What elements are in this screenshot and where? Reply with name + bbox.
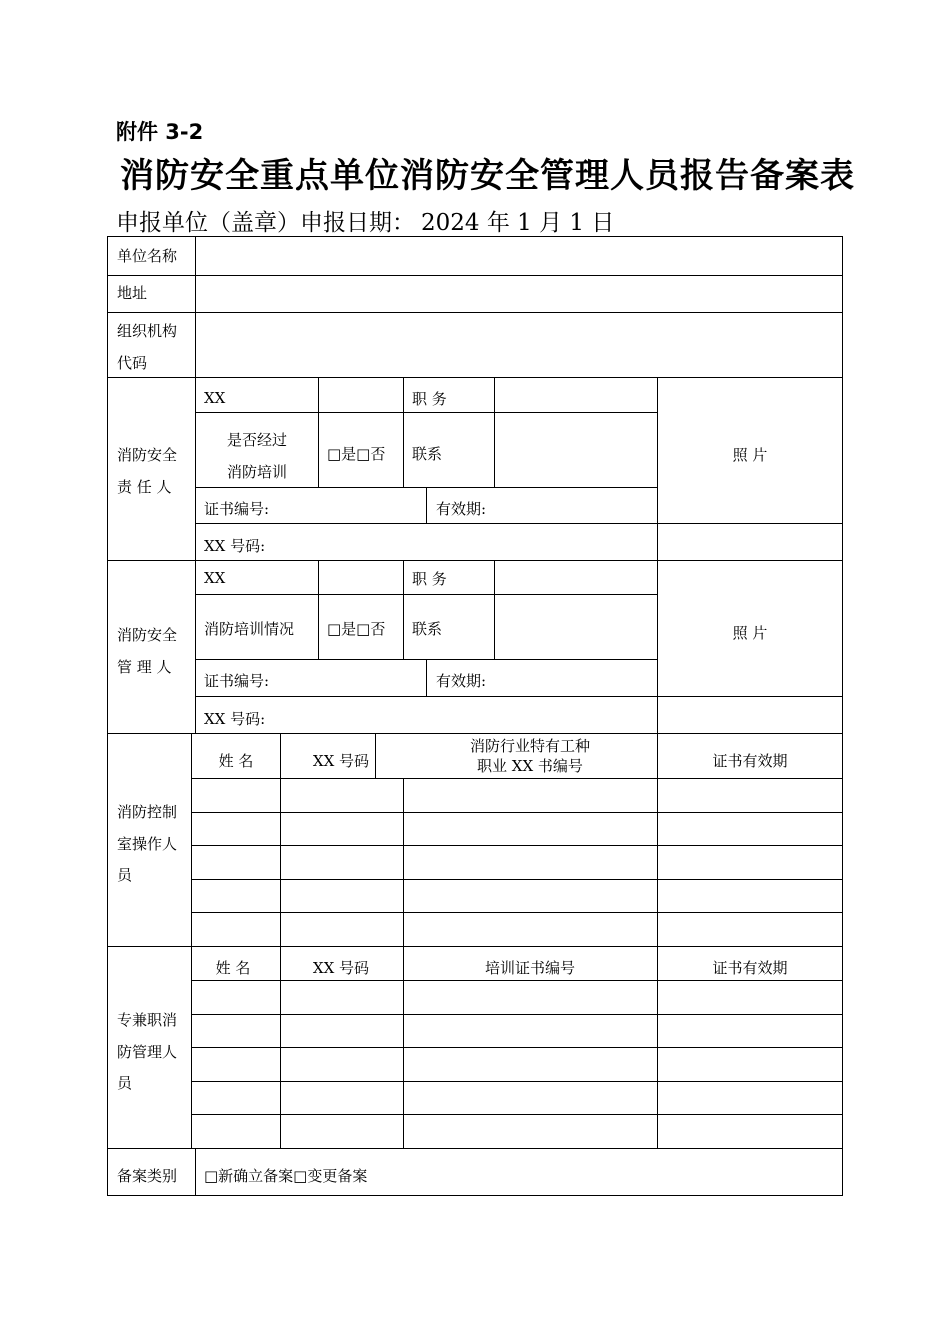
responsible-photo-label: 照 片 xyxy=(732,446,768,464)
attachment-number: 附件 3-2 xyxy=(116,120,204,144)
applicant-line xyxy=(116,204,614,237)
fire-staff-col-cert: 培训证书编号 xyxy=(484,959,576,977)
date-value: 2024 年 1 月 1 日 xyxy=(421,210,615,236)
responsible-name-value: XX xyxy=(204,389,226,407)
manager-name-value: XX xyxy=(204,569,226,587)
fire-staff-col-valid: 证书有效期 xyxy=(712,959,788,977)
date-label: 申报日期： xyxy=(300,210,415,236)
responsible-trained-label: 是否经过 消防培训 xyxy=(226,431,288,481)
address-label: 地址 xyxy=(117,284,148,302)
manager-person-label: 消防安全 管 理 人 xyxy=(117,626,178,676)
responsible-position-label: 职 务 xyxy=(412,390,447,408)
responsible-id-label: XX 号码: xyxy=(204,537,266,555)
org-code-label: 组织机构 代码 xyxy=(117,322,178,372)
manager-photo-label: 照 片 xyxy=(732,624,768,642)
control-room-operators-label: 消防控制 室操作人 员 xyxy=(117,803,178,884)
manager-id-label: XX 号码: xyxy=(204,710,266,728)
responsible-cert-no-label: 证书编号: xyxy=(204,500,270,518)
responsible-contact-label: 联系 xyxy=(412,445,443,463)
manager-cert-no-label: 证书编号: xyxy=(204,672,270,690)
filing-type-checkboxes[interactable]: □新确立备案□变更备案 xyxy=(204,1167,368,1185)
manager-contact-label: 联系 xyxy=(412,620,443,638)
control-room-col-name: 姓 名 xyxy=(218,752,254,770)
control-room-col-id: XX 号码 xyxy=(312,752,370,770)
manager-valid-label: 有效期: xyxy=(436,672,487,690)
control-room-col-valid: 证书有效期 xyxy=(712,752,788,770)
fire-staff-label: 专兼职消 防管理人 员 xyxy=(117,1011,178,1092)
applicant-label: 申报单位（盖章） xyxy=(116,210,300,236)
unit-name-label: 单位名称 xyxy=(117,247,178,265)
manager-training-label: 消防培训情况 xyxy=(204,620,295,638)
fire-staff-col-id: XX 号码 xyxy=(312,959,370,977)
filing-type-label: 备案类别 xyxy=(117,1167,178,1185)
responsible-yes-no-checkbox[interactable]: □是□否 xyxy=(327,445,386,463)
control-room-col-cert: 消防行业特有工种 职业 XX 书编号 xyxy=(469,737,591,776)
manager-yes-no-checkbox[interactable]: □是□否 xyxy=(327,620,386,638)
document-title: 消防安全重点单位消防安全管理人员报告备案表 xyxy=(120,156,855,196)
responsible-person-label: 消防安全 责 任 人 xyxy=(117,446,178,496)
filing-form-table xyxy=(107,236,843,1196)
responsible-valid-label: 有效期: xyxy=(436,500,487,518)
manager-position-label: 职 务 xyxy=(412,570,447,588)
fire-staff-col-name: 姓 名 xyxy=(215,959,251,977)
